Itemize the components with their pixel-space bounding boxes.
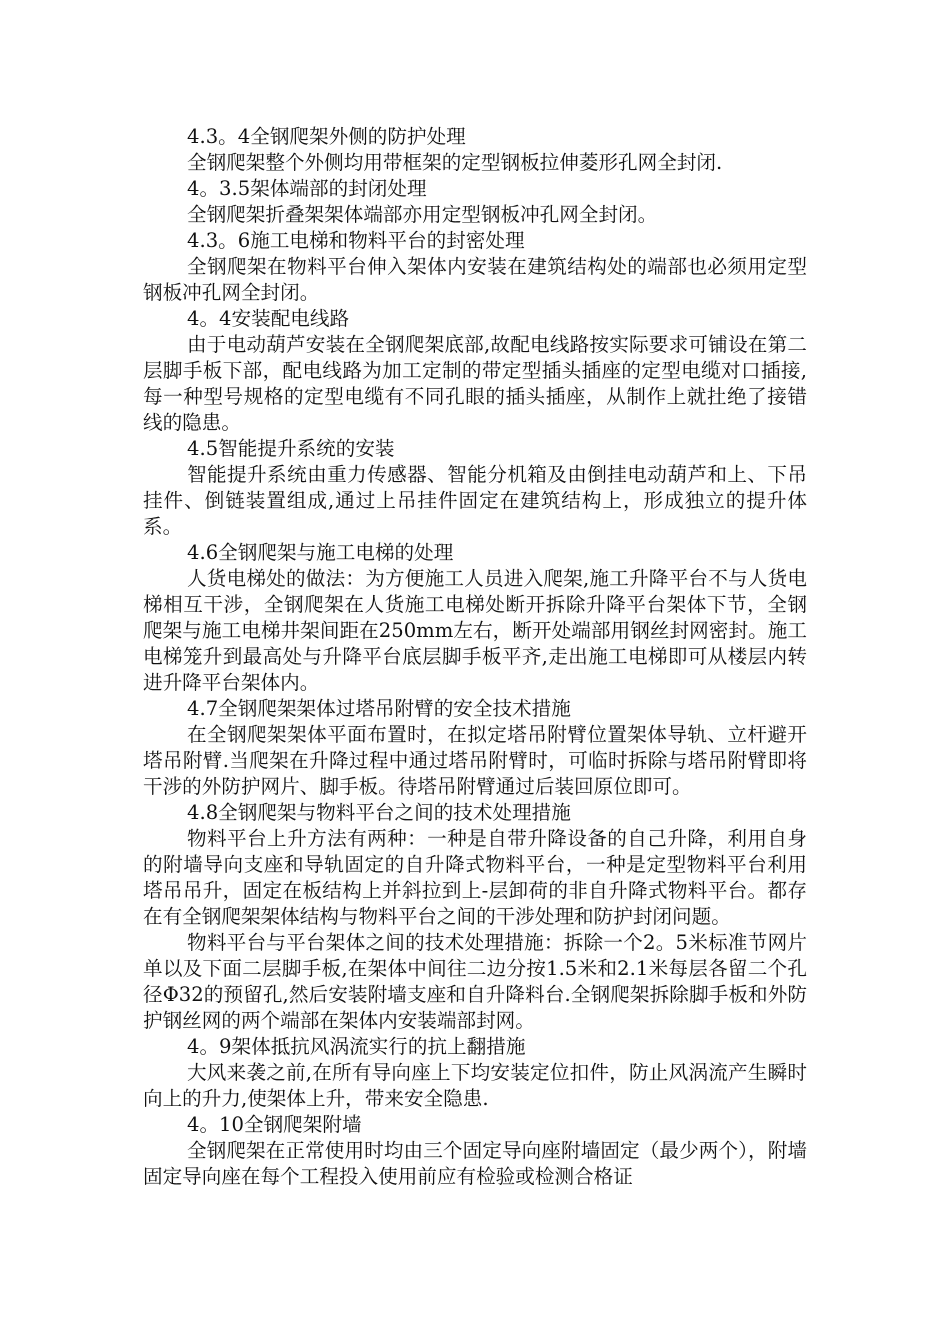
section-heading: 4.3。6施工电梯和物料平台的封密处理 — [187, 229, 525, 252]
section-heading: 4。3.5架体端部的封闭处理 — [187, 177, 427, 200]
paragraph: 大风来袭之前,在所有导向座上下均安装定位扣件，防止风涡流产生瞬时向上的升力,使架体上升，带来安全隐患. — [143, 1061, 807, 1110]
paragraph: 在全钢爬架架体平面布置时，在拟定塔吊附臂位置架体导轨、立杆避开塔吊附臂.当爬架在升降过程中通过塔吊附臂时，可临时拆除与塔吊附臂即将干涉的外防护网片、脚手板。待塔吊附臂通过后装回原位即可。 — [143, 723, 807, 798]
paragraph: 人货电梯处的做法：为方便施工人员进入爬架,施工升降平台不与人货电梯相互干涉，全钢爬架在人货施工电梯处断开拆除升降平台架体下节，全钢爬架与施工电梯井架间距在250mm左右，断开处端部用钢丝封网密封。施工电梯笼升到最高处与升降平台底层脚手板平齐,走出施工电梯即可从楼层内转进升降平台架体内。 — [143, 567, 807, 694]
paragraph: 全钢爬架在正常使用时均由三个固定导向座附墙固定（最少两个），附墙固定导向座在每个工程投入使用前应有检验或检测合格证 — [143, 1139, 807, 1188]
paragraph: 全钢爬架折叠架架体端部亦用定型钢板冲孔网全封闭。 — [187, 203, 658, 226]
paragraph: 全钢爬架整个外侧均用带框架的定型钢板拉伸菱形孔网全封闭. — [187, 151, 723, 174]
section-heading: 4。4安装配电线路 — [187, 307, 350, 330]
paragraph: 物料平台上升方法有两种：一种是自带升降设备的自己升降，利用自身的附墙导向支座和导轨固定的自升降式物料平台，一种是定型物料平台利用塔吊吊升，固定在板结构上并斜拉到上-层卸荷的非自升降式物料平台。都存在有全钢爬架架体结构与物料平台之间的干涉处理和防护封闭问题。 — [143, 827, 807, 928]
section-heading: 4。10全钢爬架附墙 — [187, 1113, 362, 1136]
section-heading: 4.5智能提升系统的安装 — [187, 437, 395, 460]
document-body — [143, 124, 807, 1190]
section-heading: 4。9架体抵抗风涡流实行的抗上翻措施 — [187, 1035, 526, 1058]
section-heading: 4.6全钢爬架与施工电梯的处理 — [187, 541, 454, 564]
paragraph: 智能提升系统由重力传感器、智能分机箱及由倒挂电动葫芦和上、下吊挂件、倒链装置组成,通过上吊挂件固定在建筑结构上，形成独立的提升体系。 — [143, 463, 807, 538]
paragraph: 由于电动葫芦安装在全钢爬架底部,故配电线路按实际要求可铺设在第二层脚手板下部，配电线路为加工定制的带定型插头插座的定型电缆对口插接,每一种型号规格的定型电缆有不同孔眼的插头插座，从制作上就扗绝了接错线的隐患。 — [143, 333, 807, 434]
paragraph: 全钢爬架在物料平台伸入架体内安装在建筑结构处的端部也必须用定型钢板冲孔网全封闭。 — [143, 255, 807, 304]
paragraph: 物料平台与平台架体之间的技术处理措施：拆除一个2。5米标准节网片单以及下面二层脚手板,在架体中间往二边分按1.5米和2.1米每层各留二个孔径Φ32的预留孔,然后安装附墙支座和自升降料台.全钢爬架拆除脚手板和外防护钢丝网的两个端部在架体内安装端部封网。 — [143, 931, 807, 1032]
section-heading: 4.8全钢爬架与物料平台之间的技术处理措施 — [187, 801, 571, 824]
section-heading: 4.7全钢爬架架体过塔吊附臂的安全技术措施 — [187, 697, 571, 720]
section-heading: 4.3。4全钢爬架外侧的防护处理 — [187, 125, 466, 148]
